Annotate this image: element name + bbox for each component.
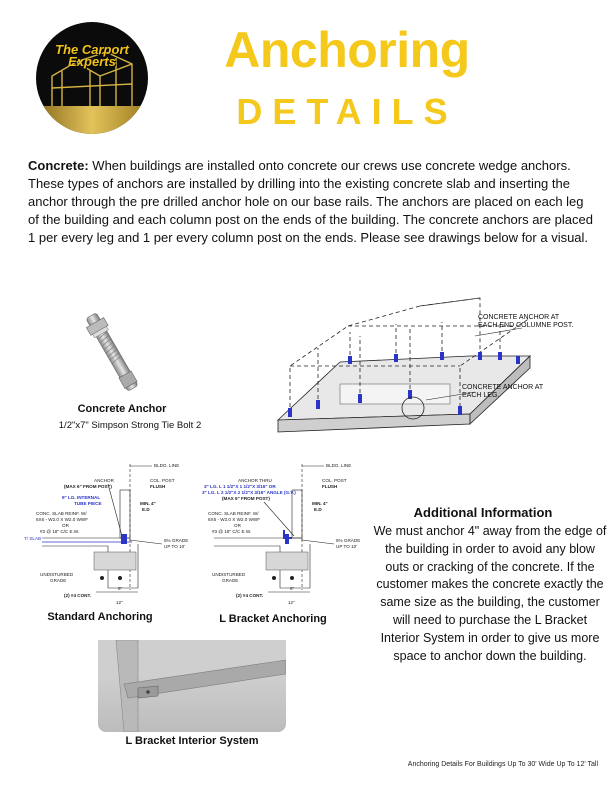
logo-text: The Carport Experts (55, 42, 129, 69)
std-max-label: (MAX 6" FROM POST) (64, 484, 112, 489)
lb-undist: UNDISTURBED (212, 572, 246, 577)
std-wwf-label: 6X6 - W2.0 X W2.0 WWF (36, 517, 89, 522)
lbracket-interior-caption: L Bracket Interior System (125, 735, 259, 747)
lb-bldg-line: BLDG. LINE (326, 463, 352, 468)
std-undist: UNDISTURBED (40, 572, 74, 577)
lb-or-label: OR (234, 523, 241, 528)
lb-cont: (2) #4 CONT. (236, 593, 264, 598)
standard-anchoring-caption: Standard Anchoring (47, 611, 153, 623)
std-upto: UP TO 10' (164, 544, 186, 549)
std-six: 6" (118, 586, 123, 591)
std-or-label: OR (62, 523, 69, 528)
lb-l1: 3" LG. L 1 1/2"X 1 1/2"X 3/16" OR (204, 484, 276, 489)
lb-l2: 3" LG. L 2 1/2"X 2 1/2"X 3/16" ANGLE (G.V.) (202, 490, 296, 495)
concrete-label: Concrete: (28, 158, 89, 173)
lb-conc-label: CONC. SLAB REINF. W/ (208, 511, 259, 516)
page-subtitle: DETAILS (236, 91, 458, 132)
std-ed: E.D (142, 507, 150, 512)
additional-info-title: Additional Information (413, 505, 553, 520)
concrete-paragraph (28, 157, 594, 247)
std-rebar-label: #3 @ 18" C/C E.W. (40, 529, 80, 534)
lbracket-anchoring-caption: L Bracket Anchoring (219, 613, 327, 625)
std-cont: (2) #4 CONT. (64, 593, 92, 598)
lb-six: 6" (290, 586, 295, 591)
lb-gradeword: GRADE (222, 578, 239, 583)
page-title: Anchoring (224, 22, 470, 78)
wedge-anchor-image (62, 304, 162, 400)
std-min4: MIN. 4" (140, 501, 156, 506)
additional-info-body: We must anchor 4" away from the edge of the building in order to avoid any blow outs or cracking of the concrete. If the customer makes the concrete exactly the same size as the building, the customer will need to purchase the L Bracket Interior System in order to give us more space to anchor down the building. (373, 524, 607, 663)
label-leg-anchor: CONCRETE ANCHOR AT EACH LEG. (462, 384, 544, 399)
std-flush: FLUSH (150, 484, 166, 489)
concrete-text: When buildings are installed onto concrete our crews use concrete wedge anchors. These types of anchors are installed by drilling into the existing concrete slab and inserting the anchor through the pre drilled anchor hole on our base rails. The anchors are placed on each leg of the building and each column post on the ends of the building. The concrete anchors are placed 1 per every leg and 1 per every column post on the ends. Please see drawings below for a visual. (28, 158, 593, 245)
anchor-caption: Concrete Anchor (77, 403, 167, 415)
company-logo (36, 22, 148, 134)
lb-wwf-label: 6X6 - W2.0 X W2.0 WWF (208, 517, 261, 522)
lb-twelve: 12" (288, 600, 295, 605)
lb-ed: E.D (314, 507, 322, 512)
std-tslab: T/ SLAB (24, 536, 42, 541)
logo-gold-band (36, 106, 148, 134)
std-tube-label: TUBE PIECE (74, 501, 102, 506)
lb-max: (MAX 6" FROM POST) (222, 496, 270, 501)
lb-flush: FLUSH (322, 484, 338, 489)
label-end-post-anchor: CONCRETE ANCHOR AT EACH END COLUMNE POST. (478, 314, 574, 329)
std-bldg-line: BLDG. LINE (154, 463, 180, 468)
lb-anchor-thru: ANCHOR THRU (238, 478, 272, 483)
lb-col-post: COL. POST (322, 478, 347, 483)
lb-min4: MIN. 4" (312, 501, 328, 506)
std-conc-label: CONC. SLAB REINF. W/ (36, 511, 87, 516)
lbracket-interior-photo (98, 640, 286, 732)
std-twelve: 12" (116, 600, 123, 605)
lbracket-anchoring-detail (194, 460, 374, 608)
std-internal-label: 9" LG. INTERNAL (62, 495, 101, 500)
lb-upto: UP TO 10' (336, 544, 358, 549)
std-grade: 5% GRADE (164, 538, 189, 543)
footer-note: Anchoring Details For Buildings Up To 30' Wide Up To 12' Tall (407, 761, 598, 768)
std-col-post: COL. POST (150, 478, 175, 483)
anchor-subcaption: 1/2"x7" Simpson Strong Tie Bolt 2 (58, 420, 202, 431)
std-anchor-label: ANCHOR (94, 478, 114, 483)
std-gradeword: GRADE (50, 578, 67, 583)
standard-anchoring-detail (22, 460, 202, 608)
lb-grade: 5% GRADE (336, 538, 361, 543)
lb-rebar-label: #3 @ 18" C/C E.W. (212, 529, 252, 534)
